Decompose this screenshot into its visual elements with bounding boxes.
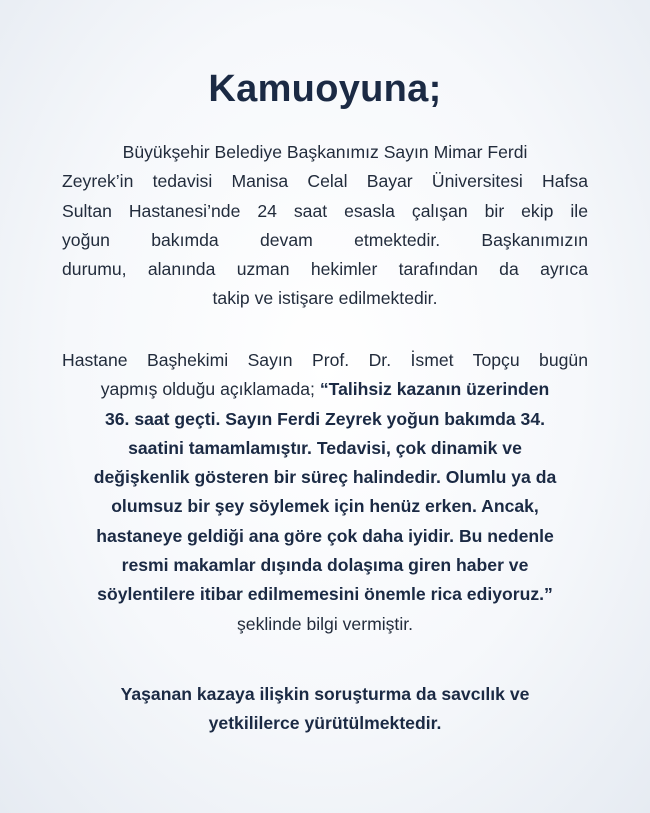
quote-line: değişkenlik gösteren bir süreç halindedir. Olumlu ya da: [93, 467, 557, 488]
paragraph1-line: Sultan Hastanesi’nde 24 saat esasla çalışan bir ekip ile: [62, 200, 588, 221]
paragraph2-line: [62, 375, 588, 404]
paragraph1-line: takip ve istişare edilmektedir.: [212, 288, 438, 309]
paragraph2-closing: şeklinde bilgi vermiştir.: [237, 613, 413, 634]
paragraph1-line: yoğun bakımda devam etmektedir. Başkanımızın: [62, 229, 588, 250]
quote-line: resmi makamlar dışında dolaşıma giren haber ve: [121, 555, 529, 576]
paragraph3-line: yetkililerce yürütülmektedir.: [208, 713, 442, 734]
paragraph-hospital-statement: [62, 346, 588, 639]
paragraph1-line: Büyükşehir Belediye Başkanımız Sayın Mimar Ferdi: [122, 142, 528, 162]
quote-line: saatini tamamlamıştır. Tedavisi, çok dinamik ve: [128, 437, 522, 458]
quote-line: hastaneye geldiği ana göre çok daha iyidir. Bu nedenle: [96, 525, 554, 546]
paragraph2-line2-prefix: yapmış olduğu açıklamada;: [100, 379, 320, 400]
quote-line: olumsuz bir şey söylemek için henüz erken. Ancak,: [111, 496, 539, 517]
paragraph-investigation: [62, 680, 588, 739]
paragraph3-line: Yaşanan kazaya ilişkin soruşturma da savcılık ve: [120, 684, 530, 704]
paragraph1-line: Zeyrek’in tedavisi Manisa Celal Bayar Üniversitesi Hafsa: [62, 171, 588, 192]
paragraph1-line: durumu, alanında uzman hekimler tarafından da ayrıca: [62, 259, 588, 280]
quote-line: 36. saat geçti. Sayın Ferdi Zeyrek yoğun bakımda 34.: [104, 408, 546, 429]
paragraph2-line: Hastane Başhekimi Sayın Prof. Dr. İsmet Topçu bugün: [62, 350, 588, 370]
paragraph-treatment-status: [62, 138, 588, 314]
quote-start: “Talihsiz kazanın üzerinden: [319, 379, 550, 400]
quote-line: söylentilere itibar edilmemesini önemle rica ediyoruz.”: [97, 584, 553, 605]
page-title: Kamuoyuna;: [208, 68, 442, 110]
